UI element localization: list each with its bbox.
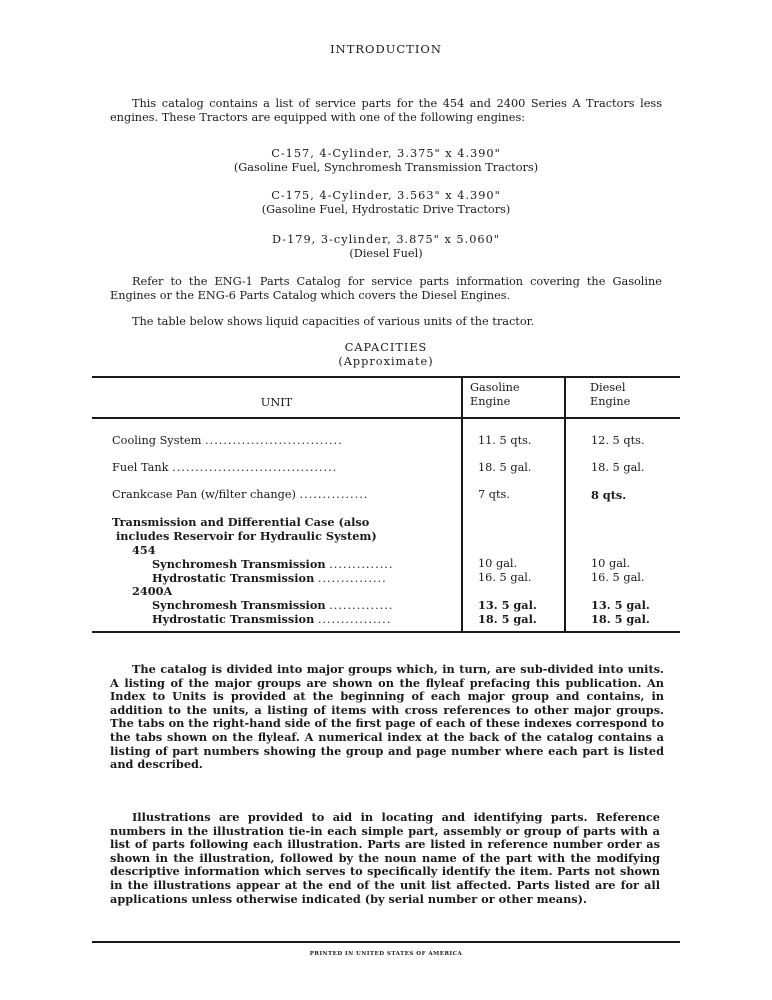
engine-note: (Diesel Fuel)	[349, 247, 423, 260]
gasoline-value: 13. 5 gal.	[478, 598, 537, 612]
table-row-label: Cooling System ..............................	[112, 434, 343, 447]
table-row-label: Fuel Tank ....................................	[112, 461, 338, 474]
transmission-heading: includes Reservoir for Hydraulic System)	[116, 529, 377, 543]
diesel-value: 18. 5 gal.	[591, 461, 645, 474]
gasoline-value: 16. 5 gal.	[478, 571, 532, 584]
table-column-divider	[564, 377, 566, 632]
transmission-heading: Transmission and Differential Case (also	[112, 515, 370, 529]
unit-column-header: UNIT	[260, 396, 293, 409]
page-title: INTRODUCTION	[330, 42, 442, 56]
diesel-value: 16. 5 gal.	[591, 571, 645, 584]
table-row-label: Crankcase Pan (w/filter change) ...............	[112, 488, 369, 501]
engine-model: C-175, 4-Cylinder, 3.563" x 4.390"	[271, 189, 501, 202]
refer-paragraph: Refer to the ENG-1 Parts Catalog for service parts information covering the Gasoline Engines or the ENG-6 Parts Catalog which covers the Diesel Engines.	[110, 275, 662, 302]
series-label: 454	[132, 543, 156, 557]
diesel-column-header: Diesel Engine	[590, 381, 631, 408]
diesel-value: 12. 5 qts.	[591, 434, 645, 447]
diesel-value: 10 gal.	[591, 557, 631, 570]
capacities-subtitle: (Approximate)	[338, 355, 434, 368]
series-label: 2400A	[132, 584, 173, 598]
table-row-label: Synchromesh Transmission ..............	[152, 557, 394, 571]
diesel-value: 8 qts.	[591, 488, 627, 502]
table-header-rule	[92, 417, 680, 419]
groups-paragraph: The catalog is divided into major groups which, in turn, are sub-divided into units. A listing of the major groups are shown on the flyleaf prefacing this publication. An Index to Units is provided at the beginning of each major group and contains, in addition to the units, a listing of items with cross references to other major groups. The tabs on the right-hand side of the first page of each of these indexes correspond to the tabs shown on the flyleaf. A numerical index at the back of the catalog contains a listing of part numbers showing the group and page number where each part is listed and described.	[110, 662, 664, 772]
gasoline-value: 18. 5 gal.	[478, 461, 532, 474]
engine-note: (Gasoline Fuel, Hydrostatic Drive Tractors)	[261, 203, 511, 216]
gasoline-value: 18. 5 gal.	[478, 612, 537, 626]
engine-note: (Gasoline Fuel, Synchromesh Transmission Tractors)	[233, 161, 539, 174]
table-top-rule	[92, 376, 680, 378]
table-intro: The table below shows liquid capacities of various units of the tractor.	[132, 315, 535, 328]
illustrations-paragraph: Illustrations are provided to aid in locating and identifying parts. Reference numbers in the illustration tie-in each simple part, assembly or group of parts with a list of parts following each illustration. Parts are listed in reference number order as shown in the illustration, followed by the noun name of the part with the modifying descriptive information which serves to specifically identify the item. Parts not shown in the illustrations appear at the end of the unit list affected. Parts listed are for all applications unless otherwise indicated (by serial number or other means).	[110, 810, 660, 906]
printed-in-note: PRINTED IN UNITED STATES OF AMERICA	[309, 951, 463, 957]
intro-paragraph: This catalog contains a list of service parts for the 454 and 2400 Series A Tractors less engines. These Tractors are equipped with one of the following engines:	[110, 97, 662, 124]
engine-spec	[0, 147, 772, 175]
footer-rule	[92, 941, 680, 943]
table-bottom-rule	[92, 631, 680, 633]
table-column-divider	[461, 377, 463, 632]
table-row-label: Hydrostatic Transmission ................	[152, 612, 392, 626]
engine-model: D-179, 3-cylinder, 3.875" x 5.060"	[272, 233, 500, 246]
capacities-heading: CAPACITIES	[344, 341, 428, 354]
engine-model: C-157, 4-Cylinder, 3.375" x 4.390"	[271, 147, 501, 160]
gasoline-value: 7 qts.	[478, 488, 510, 501]
capacities-title	[0, 341, 772, 369]
gasoline-value: 10 gal.	[478, 557, 518, 570]
diesel-value: 13. 5 gal.	[591, 598, 650, 612]
diesel-value: 18. 5 gal.	[591, 612, 650, 626]
engine-spec	[0, 233, 772, 261]
gasoline-column-header: Gasoline Engine	[470, 381, 520, 408]
table-row-label: Synchromesh Transmission ..............	[152, 598, 394, 612]
gasoline-value: 11. 5 qts.	[478, 434, 532, 447]
table-row-label: Hydrostatic Transmission ...............	[152, 571, 387, 585]
engine-spec	[0, 189, 772, 217]
